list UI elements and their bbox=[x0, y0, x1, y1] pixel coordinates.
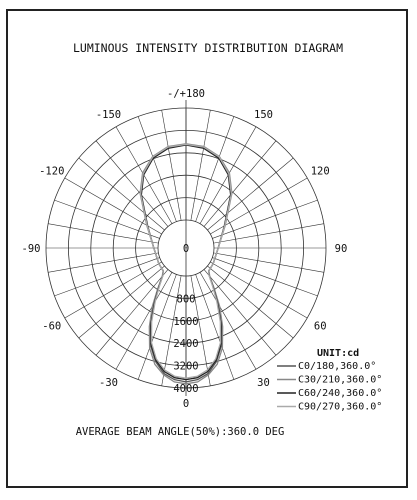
grid-spoke bbox=[214, 253, 324, 272]
grid-spoke bbox=[79, 158, 165, 230]
angle-tick-label: 30 bbox=[257, 377, 270, 390]
radial-tick-label: 2400 bbox=[173, 338, 199, 351]
footer-beam-angle: AVERAGE BEAM ANGLE(50%):360.0 DEG bbox=[75, 426, 285, 438]
grid-spoke bbox=[96, 269, 168, 355]
grid-spoke bbox=[207, 158, 293, 230]
unit-label: UNIT:cd bbox=[317, 348, 360, 359]
legend-label: C30/210,360.0° bbox=[298, 374, 383, 386]
grid-spoke bbox=[162, 110, 181, 220]
grid-spoke bbox=[212, 258, 317, 296]
angle-tick-label: 90 bbox=[334, 243, 348, 255]
angle-tick-label: 60 bbox=[313, 320, 327, 333]
radial-tick-label: 4000 bbox=[173, 383, 199, 395]
chart-title: LUMINOUS INTENSITY DISTRIBUTION DIAGRAM bbox=[72, 41, 344, 55]
radial-tick-label: 1600 bbox=[173, 315, 199, 328]
grid-spoke bbox=[48, 253, 158, 272]
legend-label: C90/270,360.0° bbox=[298, 401, 383, 413]
legend-label: C60/240,360.0° bbox=[298, 388, 383, 399]
grid-spoke bbox=[191, 110, 210, 220]
radial-tick-label: 3200 bbox=[173, 360, 199, 373]
legend bbox=[277, 361, 382, 413]
angle-tick-label: -90 bbox=[21, 243, 41, 255]
angle-tick-label: 0 bbox=[182, 398, 190, 410]
grid-spoke bbox=[214, 224, 324, 243]
grid-spoke bbox=[204, 269, 276, 355]
angle-tick-label: -60 bbox=[42, 320, 62, 333]
legend-label: C0/180,360.0° bbox=[298, 361, 377, 372]
grid-spoke bbox=[54, 258, 159, 296]
angle-tick-label: 120 bbox=[310, 165, 330, 178]
grid-spoke bbox=[48, 224, 158, 243]
angle-tick-label: 150 bbox=[254, 108, 273, 121]
angle-tick-label: -120 bbox=[39, 165, 65, 178]
angle-tick-label: -150 bbox=[95, 108, 122, 121]
angle-tick-label: -30 bbox=[99, 377, 118, 390]
radial-tick-label: 800 bbox=[176, 293, 196, 306]
radial-tick-label: 0 bbox=[182, 243, 190, 255]
angle-tick-label: -/+180 bbox=[167, 88, 205, 100]
